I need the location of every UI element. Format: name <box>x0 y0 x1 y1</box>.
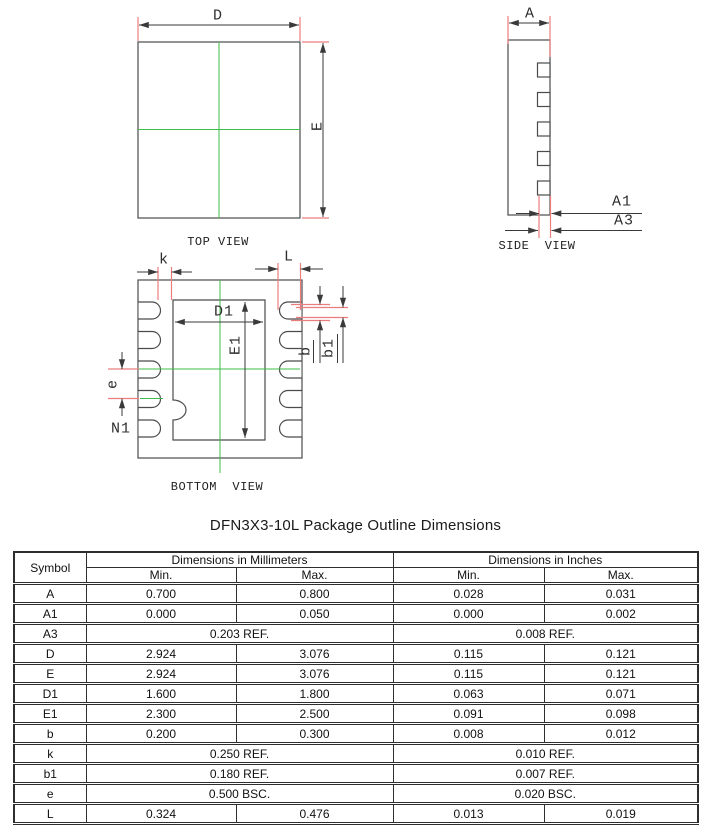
value-cell: 0.200 <box>86 724 236 744</box>
table-row <box>14 584 698 604</box>
dim-label-A: A <box>524 5 536 23</box>
symbol-cell: L <box>14 804 86 824</box>
symbol-cell: b1 <box>14 764 86 784</box>
value-cell: 3.076 <box>236 664 393 684</box>
dim-label-D1: D1 <box>213 303 235 321</box>
value-cell: 0.250 REF. <box>86 744 393 764</box>
value-cell: 0.000 <box>86 604 236 624</box>
symbol-cell: b <box>14 724 86 744</box>
value-cell: 0.091 <box>393 704 544 724</box>
value-cell: 2.924 <box>86 644 236 664</box>
header-mm-min: Min. <box>86 568 236 584</box>
bottom-view-title: BOTTOM VIEW <box>170 480 264 494</box>
value-cell: 0.203 REF. <box>86 624 393 644</box>
value-cell: 0.012 <box>544 724 698 744</box>
value-cell: 0.324 <box>86 804 236 824</box>
table-row <box>14 664 698 684</box>
table-subheader-row <box>14 568 698 584</box>
table-row <box>14 704 698 724</box>
value-cell: 0.121 <box>544 644 698 664</box>
dim-label-E: E <box>309 120 327 132</box>
dim-label-A1: A1 <box>611 193 633 211</box>
table-row <box>14 624 698 644</box>
value-cell: 0.028 <box>393 584 544 604</box>
table-row <box>14 644 698 664</box>
value-cell: 0.115 <box>393 664 544 684</box>
symbol-cell: A <box>14 584 86 604</box>
header-mm: Dimensions in Millimeters <box>86 552 393 568</box>
value-cell: 0.476 <box>236 804 393 824</box>
table-row <box>14 604 698 624</box>
value-cell: 0.050 <box>236 604 393 624</box>
table-row <box>14 804 698 824</box>
top-view-title: TOP VIEW <box>187 235 249 249</box>
value-cell: 0.098 <box>544 704 698 724</box>
top-view-drawing <box>138 17 329 218</box>
table-row <box>14 764 698 784</box>
value-cell: 0.031 <box>544 584 698 604</box>
dimensions-table <box>13 551 699 825</box>
centerlines-icon <box>138 42 300 218</box>
bottom-view-drawing <box>104 263 348 473</box>
dim-label-N1: N1 <box>110 420 132 438</box>
value-cell: 0.121 <box>544 664 698 684</box>
value-cell: 0.010 REF. <box>393 744 698 764</box>
exposed-pad <box>173 300 265 440</box>
dim-label-E1: E1 <box>227 334 245 356</box>
value-cell: 0.019 <box>544 804 698 824</box>
symbol-cell: D1 <box>14 684 86 704</box>
table-row <box>14 784 698 804</box>
side-view-title: SIDE VIEW <box>498 239 576 253</box>
dim-label-A3: A3 <box>613 212 635 230</box>
symbol-cell: E <box>14 664 86 684</box>
value-cell: 0.020 BSC. <box>393 784 698 804</box>
symbol-cell: D <box>14 644 86 664</box>
header-in-min: Min. <box>393 568 544 584</box>
dim-label-b: b <box>297 345 315 357</box>
header-inches: Dimensions in Inches <box>393 552 698 568</box>
dim-label-D: D <box>212 7 224 25</box>
dim-label-k: k <box>158 251 170 269</box>
dim-label-e: e <box>104 378 122 390</box>
table-row <box>14 684 698 704</box>
value-cell: 2.924 <box>86 664 236 684</box>
symbol-cell: A1 <box>14 604 86 624</box>
value-cell: 3.076 <box>236 644 393 664</box>
symbol-cell: e <box>14 784 86 804</box>
header-symbol: Symbol <box>14 552 86 584</box>
value-cell: 0.180 REF. <box>86 764 393 784</box>
value-cell: 1.800 <box>236 684 393 704</box>
symbol-cell: A3 <box>14 624 86 644</box>
value-cell: 1.600 <box>86 684 236 704</box>
value-cell: 0.500 BSC. <box>86 784 393 804</box>
page-title: DFN3X3-10L Package Outline Dimensions <box>209 517 502 534</box>
symbol-cell: k <box>14 744 86 764</box>
header-mm-max: Max. <box>236 568 393 584</box>
value-cell: 0.700 <box>86 584 236 604</box>
dim-label-L: L <box>283 248 295 266</box>
dimension-lines <box>139 25 323 217</box>
table-row <box>14 724 698 744</box>
value-cell: 2.500 <box>236 704 393 724</box>
value-cell: 0.800 <box>236 584 393 604</box>
value-cell: 0.007 REF. <box>393 764 698 784</box>
dim-label-b1: b1 <box>320 337 338 359</box>
table-row <box>14 744 698 764</box>
value-cell: 0.115 <box>393 644 544 664</box>
table-header-row <box>14 552 698 568</box>
value-cell: 0.002 <box>544 604 698 624</box>
header-in-max: Max. <box>544 568 698 584</box>
value-cell: 0.008 REF. <box>393 624 698 644</box>
symbol-cell: E1 <box>14 704 86 724</box>
value-cell: 0.013 <box>393 804 544 824</box>
value-cell: 0.300 <box>236 724 393 744</box>
value-cell: 0.063 <box>393 684 544 704</box>
value-cell: 0.000 <box>393 604 544 624</box>
value-cell: 2.300 <box>86 704 236 724</box>
value-cell: 0.071 <box>544 684 698 704</box>
value-cell: 0.008 <box>393 724 544 744</box>
